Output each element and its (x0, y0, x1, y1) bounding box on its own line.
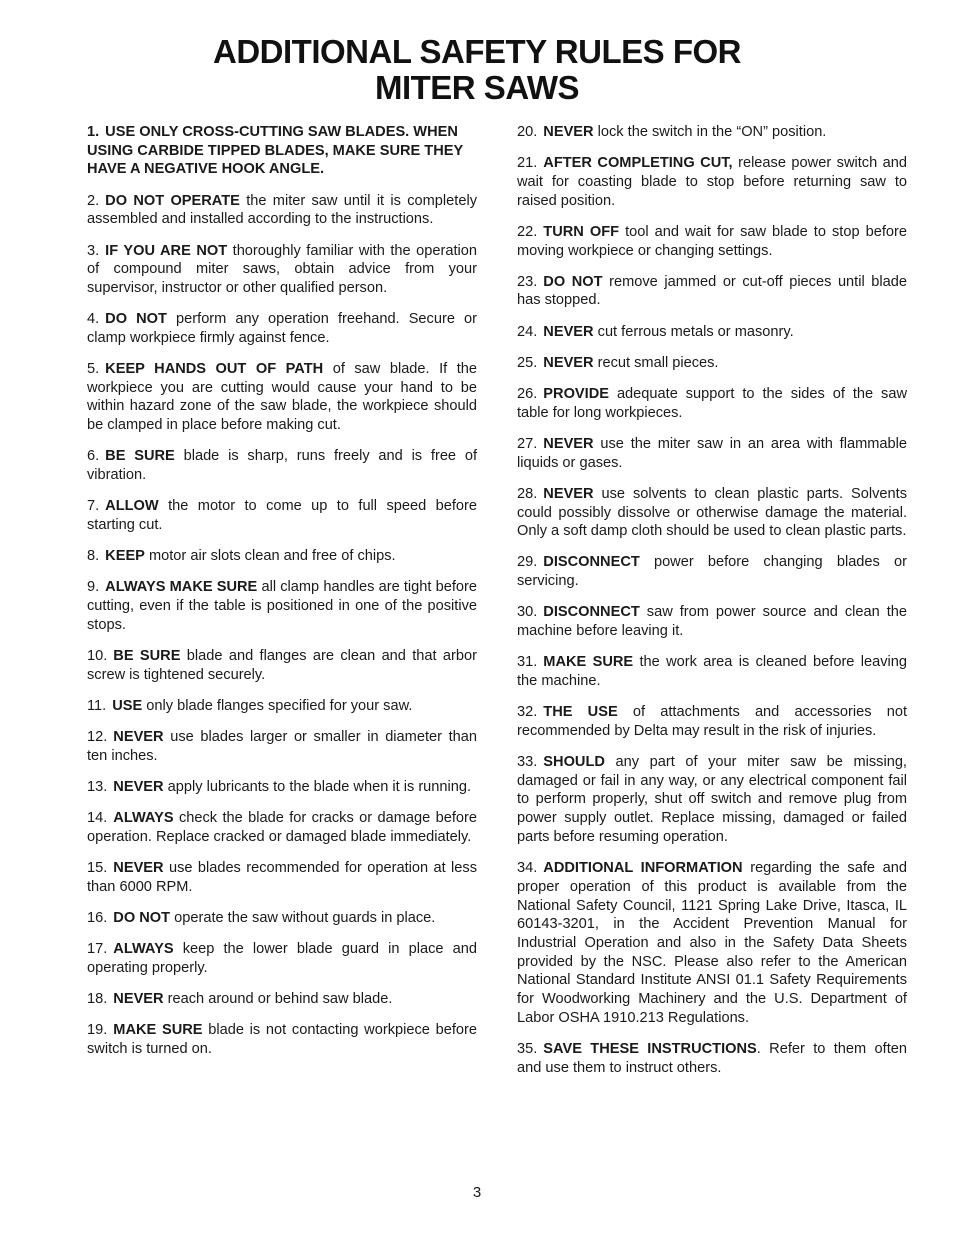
safety-rule (517, 354, 907, 373)
rule-number: 6. (87, 448, 100, 465)
rule-number: 17. (87, 941, 108, 958)
rule-number: 15. (87, 860, 108, 877)
safety-rule (517, 223, 907, 260)
safety-rule (517, 1040, 907, 1077)
safety-rule (87, 859, 477, 896)
rule-keyword: NEVER (543, 323, 594, 340)
safety-rule (517, 273, 907, 310)
safety-rule (517, 653, 907, 690)
rules-column-right (517, 123, 907, 1090)
rule-text: all clamp handles are tight before cutting, even if the table is positioned in one of the positive stops. (87, 579, 477, 633)
rule-keyword: NEVER (543, 485, 594, 502)
rule-number: 5. (87, 361, 100, 378)
safety-rule (517, 385, 907, 422)
rule-keyword: ALLOW (105, 498, 159, 515)
safety-rule (517, 859, 907, 1027)
rule-keyword: ADDITIONAL INFORMATION (543, 860, 743, 877)
rule-number: 22. (517, 223, 538, 240)
rule-number: 8. (87, 548, 100, 565)
rule-text: blade is not contacting workpiece before switch is turned on. (87, 1022, 477, 1058)
safety-rule (87, 578, 477, 634)
rule-number: 35. (517, 1040, 538, 1057)
rule-text: adequate support to the sides of the saw table for long workpieces. (517, 386, 907, 421)
rule-number: 14. (87, 810, 108, 827)
rule-number: 1. (87, 124, 100, 140)
rule-keyword: DO NOT (543, 273, 603, 290)
safety-rule (517, 123, 907, 142)
rule-text: operate the saw without guards in place. (174, 910, 436, 926)
page-number: 3 (472, 1184, 482, 1201)
rule-number: 3. (87, 242, 100, 259)
title-line-1: ADDITIONAL SAFETY RULES FOR (213, 33, 741, 70)
rule-text: reach around or behind saw blade. (167, 991, 393, 1008)
safety-rule (87, 1021, 477, 1058)
rule-text: blade and flanges are clean and that arbor screw is tightened securely. (87, 647, 477, 683)
rule-text: any part of your miter saw be missing, damaged or fail in any way, or any electrical component fail to perform properly, shut off switch and remove plug from power supply outlet. Replace missing, damaged or failed parts before resuming operation. (517, 754, 907, 845)
rule-text: power before changing blades or servicing. (517, 554, 907, 590)
rule-keyword: DO NOT (113, 910, 171, 926)
rule-text: perform any operation freehand. Secure or clamp workpiece firmly against fence. (87, 311, 477, 346)
rule-text: the miter saw until it is completely assembled and installed according to the instructions. (87, 192, 477, 228)
rule-text: motor air slots clean and free of chips. (148, 548, 396, 565)
safety-rule (87, 242, 477, 298)
rule-keyword: SHOULD (543, 754, 605, 771)
rule-number: 34. (517, 860, 538, 877)
rule-keyword: IF YOU ARE NOT (105, 242, 228, 259)
safety-rule (87, 990, 477, 1009)
safety-rule (517, 485, 907, 541)
rule-keyword: NEVER (113, 729, 164, 746)
rule-keyword: NEVER (543, 435, 594, 452)
rule-number: 21. (517, 155, 538, 172)
rule-text: the motor to come up to full speed before starting cut. (87, 498, 477, 533)
rule-text: the work area is cleaned before leaving the machine. (517, 654, 907, 689)
safety-rule (517, 753, 907, 847)
rule-keyword: MAKE SURE (113, 1022, 203, 1039)
rule-text: . Refer to them often and use them to instruct others. (517, 1040, 907, 1076)
rule-text: of attachments and accessories not recommended by Delta may result in the risk of injuries. (517, 704, 908, 739)
rule-number: 12. (87, 729, 108, 746)
safety-rule (87, 940, 477, 977)
rule-keyword: DO NOT (105, 311, 167, 328)
rule-keyword: USE ONLY CROSS-CUTTING SAW BLADES. WHEN USING CARBIDE TIPPED BLADES, MAKE SURE THEY HAVE A NEGATIVE HOOK ANGLE. (87, 124, 463, 178)
safety-rule (87, 728, 477, 765)
rule-number: 20. (517, 124, 538, 140)
page-title (0, 34, 954, 106)
rule-text: tool and wait for saw blade to stop before moving workpiece or changing settings. (517, 223, 907, 259)
rule-text: recut small pieces. (597, 354, 719, 371)
rule-text: use solvents to clean plastic parts. Solvents could possibly dissolve or otherwise damage the material. Only a soft damp cloth should be used to clean plastic parts. (517, 485, 907, 540)
rule-keyword: NEVER (113, 778, 164, 795)
rule-number: 33. (517, 754, 538, 771)
rule-keyword: DISCONNECT (543, 554, 640, 571)
safety-rule (517, 154, 907, 210)
rule-number: 23. (517, 273, 538, 290)
rule-number: 25. (517, 354, 538, 371)
safety-rule (87, 809, 477, 846)
safety-rule (517, 435, 907, 472)
rule-text: use blades recommended for operation at less than 6000 RPM. (87, 860, 477, 895)
rule-keyword: AFTER COMPLETING CUT, (543, 155, 733, 172)
rule-number: 9. (87, 579, 100, 596)
safety-rule (87, 497, 477, 534)
safety-rule (87, 447, 477, 484)
rule-keyword: SAVE THESE INSTRUCTIONS (543, 1040, 757, 1057)
safety-rule (87, 778, 477, 797)
rule-text: regarding the safe and proper operation of this product is available from the National Safety Council, 1121 Spring Lake Drive, Itasca, IL 60143-3201, in the Accident Prevention Manual for Industrial Operation and also in the Safety Data Sheets provided by the NSC. Please also refer to the American National Standard Institute ANSI 01.1 Safety Requirements for Woodworking Machinery and the U.S. Department of Labor OSHA 1910.213 Regulations. (517, 860, 908, 1026)
safety-rule (517, 553, 907, 590)
rule-number: 29. (517, 554, 538, 571)
rule-keyword: KEEP HANDS OUT OF PATH (105, 361, 324, 378)
rule-text: use the miter saw in an area with flammable liquids or gases. (517, 435, 907, 471)
safety-rule (517, 603, 907, 640)
rule-text: of saw blade. If the workpiece you are cutting would cause your hand to be within hazard zone of the saw blade, the workpiece should be clamped in place before making cut. (87, 361, 477, 434)
rule-keyword: PROVIDE (543, 386, 609, 403)
rule-keyword: DO NOT OPERATE (105, 192, 240, 209)
rule-number: 18. (87, 991, 108, 1008)
safety-rule (517, 703, 907, 740)
rule-text: apply lubricants to the blade when it is running. (167, 778, 472, 795)
rule-number: 32. (517, 704, 538, 721)
rule-text: remove jammed or cut-off pieces until blade has stopped. (517, 273, 907, 309)
rule-text: cut ferrous metals or masonry. (597, 323, 794, 340)
rule-number: 7. (87, 498, 100, 515)
safety-rule (87, 192, 477, 229)
rule-number: 30. (517, 604, 538, 621)
safety-rule (517, 323, 907, 342)
rule-number: 10. (87, 647, 108, 664)
safety-rule (87, 697, 477, 716)
rule-keyword: NEVER (543, 124, 594, 140)
rule-keyword: TURN OFF (543, 223, 620, 240)
rules-column-left (87, 123, 477, 1071)
rule-keyword: BE SURE (113, 647, 181, 664)
rule-keyword: THE USE (543, 704, 618, 721)
rule-keyword: USE (112, 697, 143, 714)
safety-rule (87, 360, 477, 435)
rule-text: use blades larger or smaller in diameter than ten inches. (87, 729, 477, 764)
rule-text: saw from power source and clean the machine before leaving it. (517, 604, 907, 640)
rule-number: 4. (87, 311, 100, 328)
rule-keyword: NEVER (113, 860, 164, 877)
safety-rule (87, 310, 477, 347)
rule-text: release power switch and wait for coasting blade to stop before returning saw to raised position. (517, 155, 908, 209)
rule-number: 19. (87, 1022, 108, 1039)
safety-rule (87, 647, 477, 684)
rule-text: thoroughly familiar with the operation of compound miter saws, obtain advice from your supervisor, instructor or other qualified person. (87, 242, 477, 296)
rule-number: 31. (517, 654, 538, 671)
rule-text: check the blade for cracks or damage before operation. Replace cracked or damaged blade immediately. (87, 810, 477, 845)
title-line-2: MITER SAWS (374, 69, 579, 106)
rule-text: lock the switch in the “ON” position. (597, 124, 827, 140)
rule-number: 27. (517, 435, 538, 452)
rule-text: keep the lower blade guard in place and operating properly. (87, 941, 477, 976)
rule-keyword: MAKE SURE (543, 654, 634, 671)
rule-number: 13. (87, 778, 108, 795)
rule-text: blade is sharp, runs freely and is free of vibration. (87, 448, 478, 484)
safety-rule (87, 909, 477, 928)
rule-keyword: NEVER (113, 991, 164, 1008)
rule-number: 26. (517, 386, 538, 403)
rule-number: 11. (87, 697, 107, 714)
rule-number: 24. (517, 323, 538, 340)
rule-number: 2. (87, 192, 100, 209)
rule-number: 28. (517, 485, 538, 502)
rule-keyword: BE SURE (105, 448, 175, 465)
safety-rule (87, 123, 477, 179)
rule-keyword: ALWAYS (113, 941, 174, 958)
rule-keyword: NEVER (543, 354, 594, 371)
rule-keyword: ALWAYS MAKE SURE (105, 579, 258, 596)
safety-rule (87, 547, 477, 566)
rule-text: only blade flanges specified for your saw. (146, 697, 413, 714)
rule-keyword: DISCONNECT (543, 604, 640, 621)
rule-number: 16. (87, 910, 108, 926)
rule-keyword: ALWAYS (113, 810, 174, 827)
rule-keyword: KEEP (105, 548, 145, 565)
